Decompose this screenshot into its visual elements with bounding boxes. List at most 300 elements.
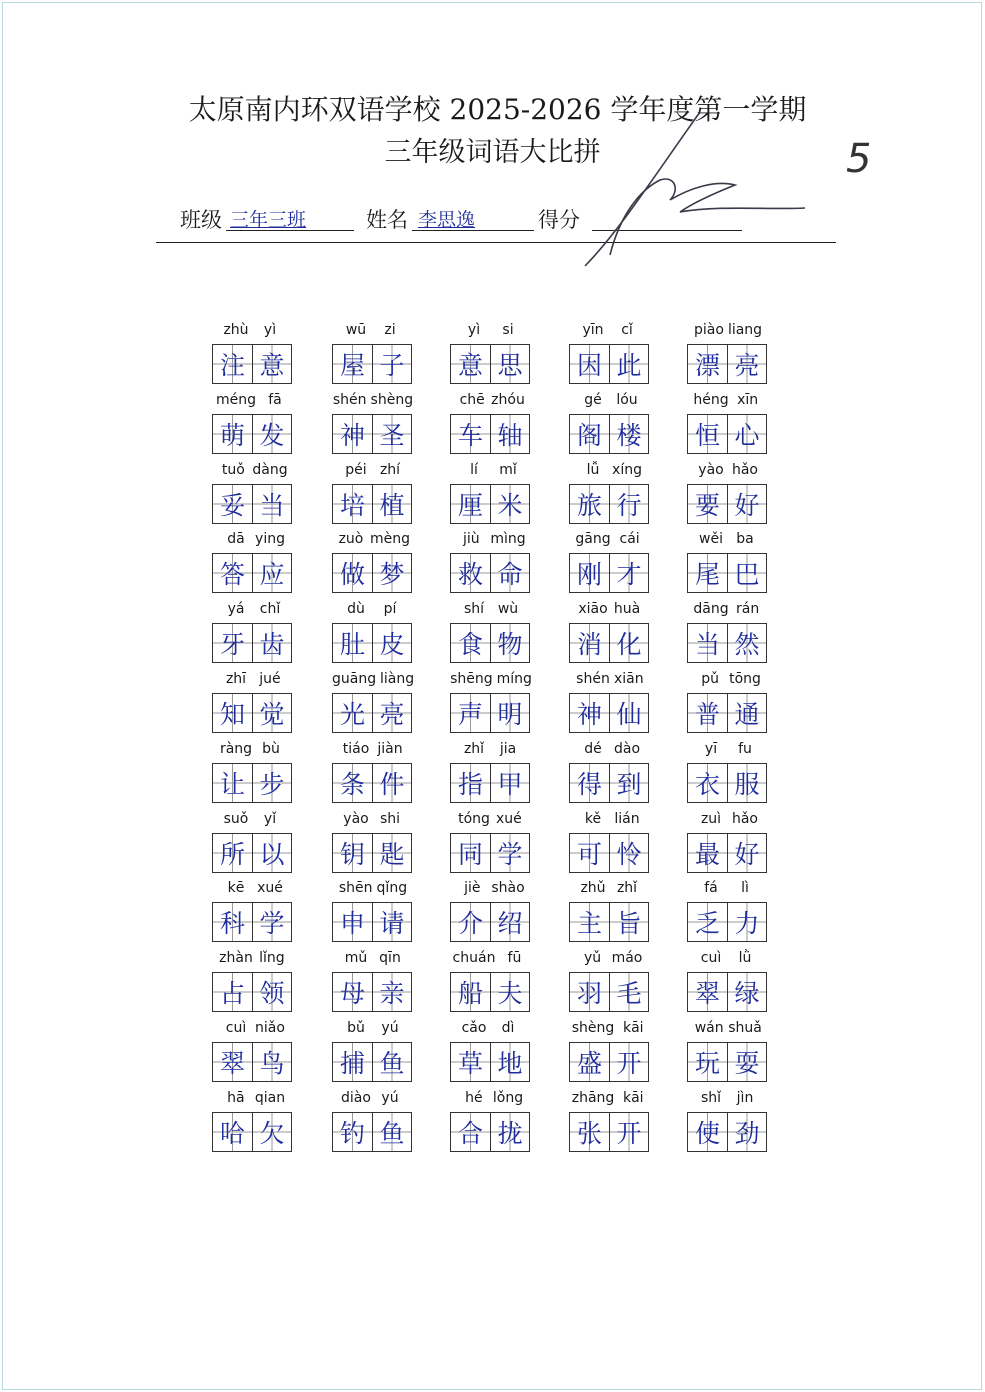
pinyin-syllable: péi xyxy=(345,461,367,478)
word-item xyxy=(569,462,651,526)
handwritten-character: 指 xyxy=(457,769,483,799)
tianzige-boxes xyxy=(687,344,767,384)
handwritten-character: 地 xyxy=(497,1049,523,1078)
tianzige-boxes xyxy=(687,902,767,942)
tianzige-cell xyxy=(609,834,648,872)
tianzige-boxes xyxy=(687,763,767,803)
tianzige-cell xyxy=(333,624,372,662)
tianzige-cell xyxy=(372,554,411,592)
word-item xyxy=(450,671,532,735)
pinyin-syllable: niǎo xyxy=(255,1020,285,1036)
pinyin-label xyxy=(687,671,769,691)
tianzige-boxes xyxy=(450,1112,530,1152)
word-item xyxy=(212,880,294,944)
tianzige-cell xyxy=(372,973,411,1011)
tianzige-cell xyxy=(490,554,529,592)
tianzige-cell xyxy=(609,764,648,802)
tianzige-cell xyxy=(372,903,411,941)
tianzige-cell xyxy=(688,1113,727,1151)
tianzige-cell xyxy=(570,345,609,383)
tianzige-cell xyxy=(372,624,411,662)
tianzige-cell xyxy=(727,415,766,453)
pinyin-syllable: yī xyxy=(704,740,718,757)
tianzige-cell xyxy=(451,624,490,662)
handwritten-character: 服 xyxy=(734,769,760,799)
pinyin-syllable: jiàn xyxy=(377,740,403,757)
pinyin-syllable: hǎo xyxy=(731,810,759,827)
pinyin-syllable: yì xyxy=(263,322,277,338)
pinyin-syllable: yīn xyxy=(582,322,604,338)
pinyin-label xyxy=(332,671,414,691)
word-item xyxy=(212,531,294,595)
handwritten-character: 厘 xyxy=(457,490,483,520)
tianzige-cell xyxy=(252,624,291,662)
pinyin-syllable: méng xyxy=(215,391,256,408)
pinyin-syllable: fū xyxy=(507,950,522,967)
pinyin-syllable: kāi xyxy=(622,1020,644,1036)
word-item xyxy=(687,1020,769,1084)
handwritten-character: 心 xyxy=(734,420,760,450)
pinyin-syllable: cái xyxy=(619,531,640,548)
handwritten-character: 可 xyxy=(576,839,602,869)
handwritten-character: 注 xyxy=(219,351,245,380)
handwritten-character: 救 xyxy=(457,560,483,590)
pinyin-syllable: kě xyxy=(584,810,602,827)
handwritten-character: 刚 xyxy=(576,560,602,590)
pinyin-syllable: gāng xyxy=(575,531,611,548)
tianzige-boxes xyxy=(332,623,412,663)
pinyin-label xyxy=(450,1090,532,1110)
handwritten-character: 齿 xyxy=(259,630,285,660)
pinyin-label xyxy=(212,811,294,831)
tianzige-cell xyxy=(252,485,291,523)
pinyin-syllable: fu xyxy=(738,740,752,757)
name-label: 姓名 xyxy=(366,208,408,232)
tianzige-cell xyxy=(688,834,727,872)
tianzige-boxes xyxy=(450,902,530,942)
handwritten-character: 圣 xyxy=(379,420,405,450)
handwritten-character: 因 xyxy=(576,351,602,380)
pinyin-syllable: liàng xyxy=(379,671,415,687)
pinyin-label xyxy=(687,531,769,551)
pinyin-label xyxy=(332,322,414,342)
tianzige-cell xyxy=(213,834,252,872)
tianzige-cell xyxy=(333,1043,372,1081)
class-value: 三年三班 xyxy=(230,209,307,231)
pinyin-label xyxy=(569,671,651,691)
pinyin-syllable: dé xyxy=(584,740,602,757)
pinyin-syllable: tóng xyxy=(458,810,490,827)
pinyin-label xyxy=(687,811,769,831)
pinyin-label xyxy=(212,392,294,412)
handwritten-character: 神 xyxy=(339,420,365,450)
pinyin-syllable: zi xyxy=(384,322,396,338)
pinyin-syllable: lǚ xyxy=(586,461,600,478)
tianzige-boxes xyxy=(332,344,412,384)
tianzige-boxes xyxy=(450,623,530,663)
tianzige-boxes xyxy=(569,1112,649,1152)
pinyin-label xyxy=(569,322,651,342)
tianzige-boxes xyxy=(450,344,530,384)
word-item xyxy=(687,601,769,665)
word-item xyxy=(212,392,294,456)
pinyin-syllable: jiè xyxy=(464,880,481,897)
pinyin-syllable: shēng xyxy=(450,671,493,687)
tianzige-boxes xyxy=(212,414,292,454)
handwritten-character: 米 xyxy=(497,490,523,520)
pinyin-syllable: lóu xyxy=(616,391,638,408)
handwritten-character: 船 xyxy=(457,979,483,1009)
name-value: 李思逸 xyxy=(418,209,476,231)
tianzige-cell xyxy=(252,554,291,592)
tianzige-cell xyxy=(372,834,411,872)
pinyin-syllable: tōng xyxy=(729,671,761,687)
handwritten-character: 明 xyxy=(497,700,523,729)
word-item xyxy=(569,811,651,875)
pinyin-syllable: gé xyxy=(584,391,602,408)
tianzige-cell xyxy=(451,345,490,383)
pinyin-label xyxy=(687,392,769,412)
tianzige-cell xyxy=(451,554,490,592)
handwritten-character: 羽 xyxy=(576,979,602,1009)
tianzige-cell xyxy=(333,903,372,941)
pinyin-label xyxy=(687,880,769,900)
pinyin-syllable: dù xyxy=(347,601,365,618)
tianzige-cell xyxy=(333,694,372,732)
pinyin-label xyxy=(212,950,294,970)
pinyin-syllable: bù xyxy=(262,740,280,757)
handwritten-character: 甲 xyxy=(497,769,523,799)
tianzige-cell xyxy=(252,764,291,802)
pinyin-syllable: zhāng xyxy=(571,1089,615,1106)
handwritten-character: 让 xyxy=(219,769,245,799)
pinyin-syllable: liang xyxy=(727,322,763,338)
tianzige-boxes xyxy=(569,414,649,454)
word-item xyxy=(332,950,414,1014)
tianzige-boxes xyxy=(687,693,767,733)
pinyin-label xyxy=(450,880,532,900)
handwritten-character: 皮 xyxy=(379,630,405,660)
tianzige-cell xyxy=(213,345,252,383)
word-item xyxy=(450,880,532,944)
word-item xyxy=(450,392,532,456)
handwritten-character: 申 xyxy=(339,909,365,939)
word-item xyxy=(212,811,294,875)
tianzige-boxes xyxy=(212,693,292,733)
handwritten-character: 主 xyxy=(576,909,602,939)
tianzige-cell xyxy=(490,973,529,1011)
handwritten-character: 力 xyxy=(734,909,760,939)
tianzige-cell xyxy=(372,345,411,383)
pinyin-syllable: yú xyxy=(381,1089,399,1106)
pinyin-label xyxy=(687,462,769,482)
tianzige-cell xyxy=(252,415,291,453)
handwritten-character: 件 xyxy=(379,769,405,799)
word-item xyxy=(687,811,769,875)
handwritten-character: 要 xyxy=(694,490,720,520)
tianzige-cell xyxy=(609,554,648,592)
word-item xyxy=(332,880,414,944)
handwritten-character: 屋 xyxy=(339,351,365,380)
tianzige-cell xyxy=(213,1113,252,1151)
handwritten-character: 阁 xyxy=(576,420,602,450)
word-item xyxy=(687,531,769,595)
pinyin-syllable: yú xyxy=(381,1020,399,1036)
tianzige-boxes xyxy=(212,763,292,803)
tianzige-boxes xyxy=(687,833,767,873)
pinyin-syllable: guāng xyxy=(332,671,377,687)
pinyin-syllable: xiāo xyxy=(578,601,608,618)
tianzige-cell xyxy=(609,415,648,453)
word-item xyxy=(450,322,532,386)
tianzige-cell xyxy=(490,694,529,732)
word-item xyxy=(687,741,769,805)
pinyin-syllable: lǜ xyxy=(738,950,752,967)
handwritten-character: 拢 xyxy=(497,1118,523,1148)
pinyin-syllable: suǒ xyxy=(223,810,249,827)
tianzige-cell xyxy=(490,903,529,941)
pinyin-label xyxy=(332,741,414,761)
word-item xyxy=(212,741,294,805)
handwritten-character: 到 xyxy=(616,769,642,799)
pinyin-syllable: míng xyxy=(496,671,532,687)
tianzige-cell xyxy=(570,624,609,662)
score-label: 得分 xyxy=(538,208,580,232)
tianzige-boxes xyxy=(212,623,292,663)
tianzige-cell xyxy=(727,973,766,1011)
handwritten-character: 步 xyxy=(259,769,285,799)
tianzige-boxes xyxy=(569,484,649,524)
tianzige-cell xyxy=(252,345,291,383)
handwritten-character: 漂 xyxy=(694,351,720,380)
handwritten-character: 条 xyxy=(339,769,365,799)
tianzige-cell xyxy=(333,973,372,1011)
pinyin-syllable: ying xyxy=(255,531,285,548)
pinyin-syllable: zhóu xyxy=(491,391,525,408)
tianzige-boxes xyxy=(569,763,649,803)
tianzige-cell xyxy=(451,415,490,453)
pinyin-label xyxy=(212,671,294,691)
handwritten-character: 母 xyxy=(339,979,365,1009)
pinyin-syllable: cǐ xyxy=(621,322,633,338)
tianzige-cell xyxy=(609,624,648,662)
pinyin-syllable: shuǎ xyxy=(728,1020,762,1036)
pinyin-syllable: pǔ xyxy=(701,671,719,687)
tianzige-boxes xyxy=(687,972,767,1012)
tianzige-cell xyxy=(490,415,529,453)
handwritten-character: 当 xyxy=(694,630,720,660)
tianzige-cell xyxy=(609,903,648,941)
pinyin-syllable: mǐ xyxy=(499,461,517,478)
handwritten-character: 好 xyxy=(734,490,760,520)
pinyin-label xyxy=(212,1090,294,1110)
pinyin-syllable: jué xyxy=(259,671,281,687)
pinyin-label xyxy=(569,950,651,970)
word-item xyxy=(332,601,414,665)
pinyin-syllable: jìn xyxy=(736,1089,754,1106)
tianzige-cell xyxy=(490,624,529,662)
tianzige-cell xyxy=(213,415,252,453)
tianzige-cell xyxy=(490,345,529,383)
pinyin-label xyxy=(450,531,532,551)
pinyin-syllable: lián xyxy=(614,810,640,827)
handwritten-character: 思 xyxy=(497,351,523,380)
tianzige-cell xyxy=(688,903,727,941)
grader-mark-text: 5 xyxy=(846,136,872,182)
pinyin-syllable: lǐng xyxy=(259,950,285,967)
tianzige-boxes xyxy=(450,763,530,803)
handwritten-character: 声 xyxy=(457,700,483,729)
handwritten-character: 占 xyxy=(219,979,245,1009)
handwritten-character: 匙 xyxy=(379,839,405,869)
handwritten-character: 通 xyxy=(734,700,760,729)
handwritten-character: 毛 xyxy=(616,979,642,1009)
word-item xyxy=(569,880,651,944)
tianzige-cell xyxy=(688,973,727,1011)
pinyin-syllable: yào xyxy=(698,461,724,478)
tianzige-cell xyxy=(213,554,252,592)
handwritten-character: 钓 xyxy=(339,1118,365,1148)
pinyin-syllable: qǐng xyxy=(376,880,408,897)
word-item xyxy=(332,462,414,526)
handwritten-character: 张 xyxy=(576,1118,602,1148)
word-item xyxy=(569,741,651,805)
word-item xyxy=(450,950,532,1014)
handwritten-character: 知 xyxy=(219,700,245,729)
pinyin-syllable: kāi xyxy=(622,1089,644,1106)
handwritten-character: 所 xyxy=(219,839,245,869)
handwritten-character: 劲 xyxy=(734,1118,760,1148)
word-item xyxy=(332,531,414,595)
pinyin-syllable: yǔ xyxy=(584,950,602,967)
word-item xyxy=(450,531,532,595)
tianzige-cell xyxy=(490,834,529,872)
pinyin-syllable: mèng xyxy=(369,531,410,548)
pinyin-syllable: wán xyxy=(694,1020,724,1036)
handwritten-character: 发 xyxy=(259,420,285,450)
tianzige-cell xyxy=(252,1043,291,1081)
tianzige-boxes xyxy=(212,553,292,593)
tianzige-cell xyxy=(372,485,411,523)
pinyin-syllable: yì xyxy=(467,322,481,338)
tianzige-boxes xyxy=(450,414,530,454)
tianzige-cell xyxy=(333,485,372,523)
tianzige-cell xyxy=(570,764,609,802)
handwritten-character: 仙 xyxy=(616,700,642,729)
pinyin-label xyxy=(687,741,769,761)
handwritten-character: 车 xyxy=(457,420,483,450)
pinyin-syllable: xué xyxy=(257,880,283,897)
handwritten-character: 亮 xyxy=(379,700,405,729)
pinyin-label xyxy=(569,462,651,482)
pinyin-label xyxy=(569,392,651,412)
tianzige-cell xyxy=(570,973,609,1011)
pinyin-label xyxy=(212,741,294,761)
tianzige-cell xyxy=(727,1113,766,1151)
handwritten-character: 普 xyxy=(694,700,720,729)
tianzige-boxes xyxy=(687,1042,767,1082)
handwritten-character: 此 xyxy=(616,351,642,380)
handwritten-character: 消 xyxy=(576,630,602,660)
tianzige-cell xyxy=(252,1113,291,1151)
handwritten-character: 鱼 xyxy=(379,1118,405,1148)
pinyin-syllable: diào xyxy=(341,1089,371,1106)
handwritten-character: 耍 xyxy=(734,1049,760,1078)
handwritten-character: 做 xyxy=(339,560,365,590)
handwritten-character: 旅 xyxy=(576,490,602,520)
handwritten-character: 食 xyxy=(457,630,483,660)
tianzige-cell xyxy=(213,624,252,662)
pinyin-syllable: hā xyxy=(227,1089,245,1106)
tianzige-boxes xyxy=(212,972,292,1012)
page-subtitle: 三年级词语大比拼 xyxy=(384,137,601,168)
pinyin-label xyxy=(569,1020,651,1040)
word-item xyxy=(687,462,769,526)
pinyin-label xyxy=(569,741,651,761)
handwritten-character: 意 xyxy=(457,351,483,380)
handwritten-character: 捕 xyxy=(339,1049,365,1078)
pinyin-label xyxy=(450,811,532,831)
tianzige-boxes xyxy=(450,833,530,873)
tianzige-cell xyxy=(727,624,766,662)
word-item xyxy=(332,322,414,386)
tianzige-boxes xyxy=(212,902,292,942)
handwritten-character: 合 xyxy=(457,1118,483,1148)
handwritten-character: 意 xyxy=(259,351,285,380)
pinyin-label xyxy=(687,950,769,970)
pinyin-syllable: zuò xyxy=(338,531,364,548)
handwritten-character: 梦 xyxy=(379,560,405,590)
tianzige-cell xyxy=(727,903,766,941)
pinyin-syllable: jiù xyxy=(463,531,480,548)
tianzige-cell xyxy=(727,764,766,802)
tianzige-boxes xyxy=(687,484,767,524)
word-item xyxy=(450,601,532,665)
tianzige-cell xyxy=(727,1043,766,1081)
tianzige-boxes xyxy=(212,344,292,384)
pinyin-syllable: qian xyxy=(254,1089,286,1106)
word-item xyxy=(450,741,532,805)
pinyin-label xyxy=(569,531,651,551)
tianzige-boxes xyxy=(332,484,412,524)
handwritten-character: 以 xyxy=(259,839,285,869)
tianzige-boxes xyxy=(687,1112,767,1152)
handwritten-character: 怜 xyxy=(616,839,642,869)
tianzige-cell xyxy=(451,764,490,802)
pinyin-syllable: zhù xyxy=(223,322,249,338)
handwritten-character: 同 xyxy=(457,839,483,869)
pinyin-syllable: yào xyxy=(343,810,369,827)
tianzige-cell xyxy=(688,485,727,523)
pinyin-syllable: si xyxy=(502,322,514,338)
score-underline xyxy=(592,230,742,231)
handwritten-character: 钥 xyxy=(339,839,365,869)
pinyin-syllable: hǎo xyxy=(731,461,759,478)
tianzige-cell xyxy=(688,764,727,802)
header-rule xyxy=(156,242,836,243)
tianzige-cell xyxy=(333,415,372,453)
word-item xyxy=(450,811,532,875)
pinyin-label xyxy=(212,880,294,900)
pinyin-label xyxy=(569,880,651,900)
pinyin-syllable: fā xyxy=(268,391,282,408)
word-item xyxy=(569,950,651,1014)
word-item xyxy=(332,1020,414,1084)
tianzige-boxes xyxy=(332,414,412,454)
pinyin-syllable: shén xyxy=(576,671,610,687)
pinyin-syllable: ràng xyxy=(219,740,253,757)
class-label: 班级 xyxy=(180,208,222,232)
